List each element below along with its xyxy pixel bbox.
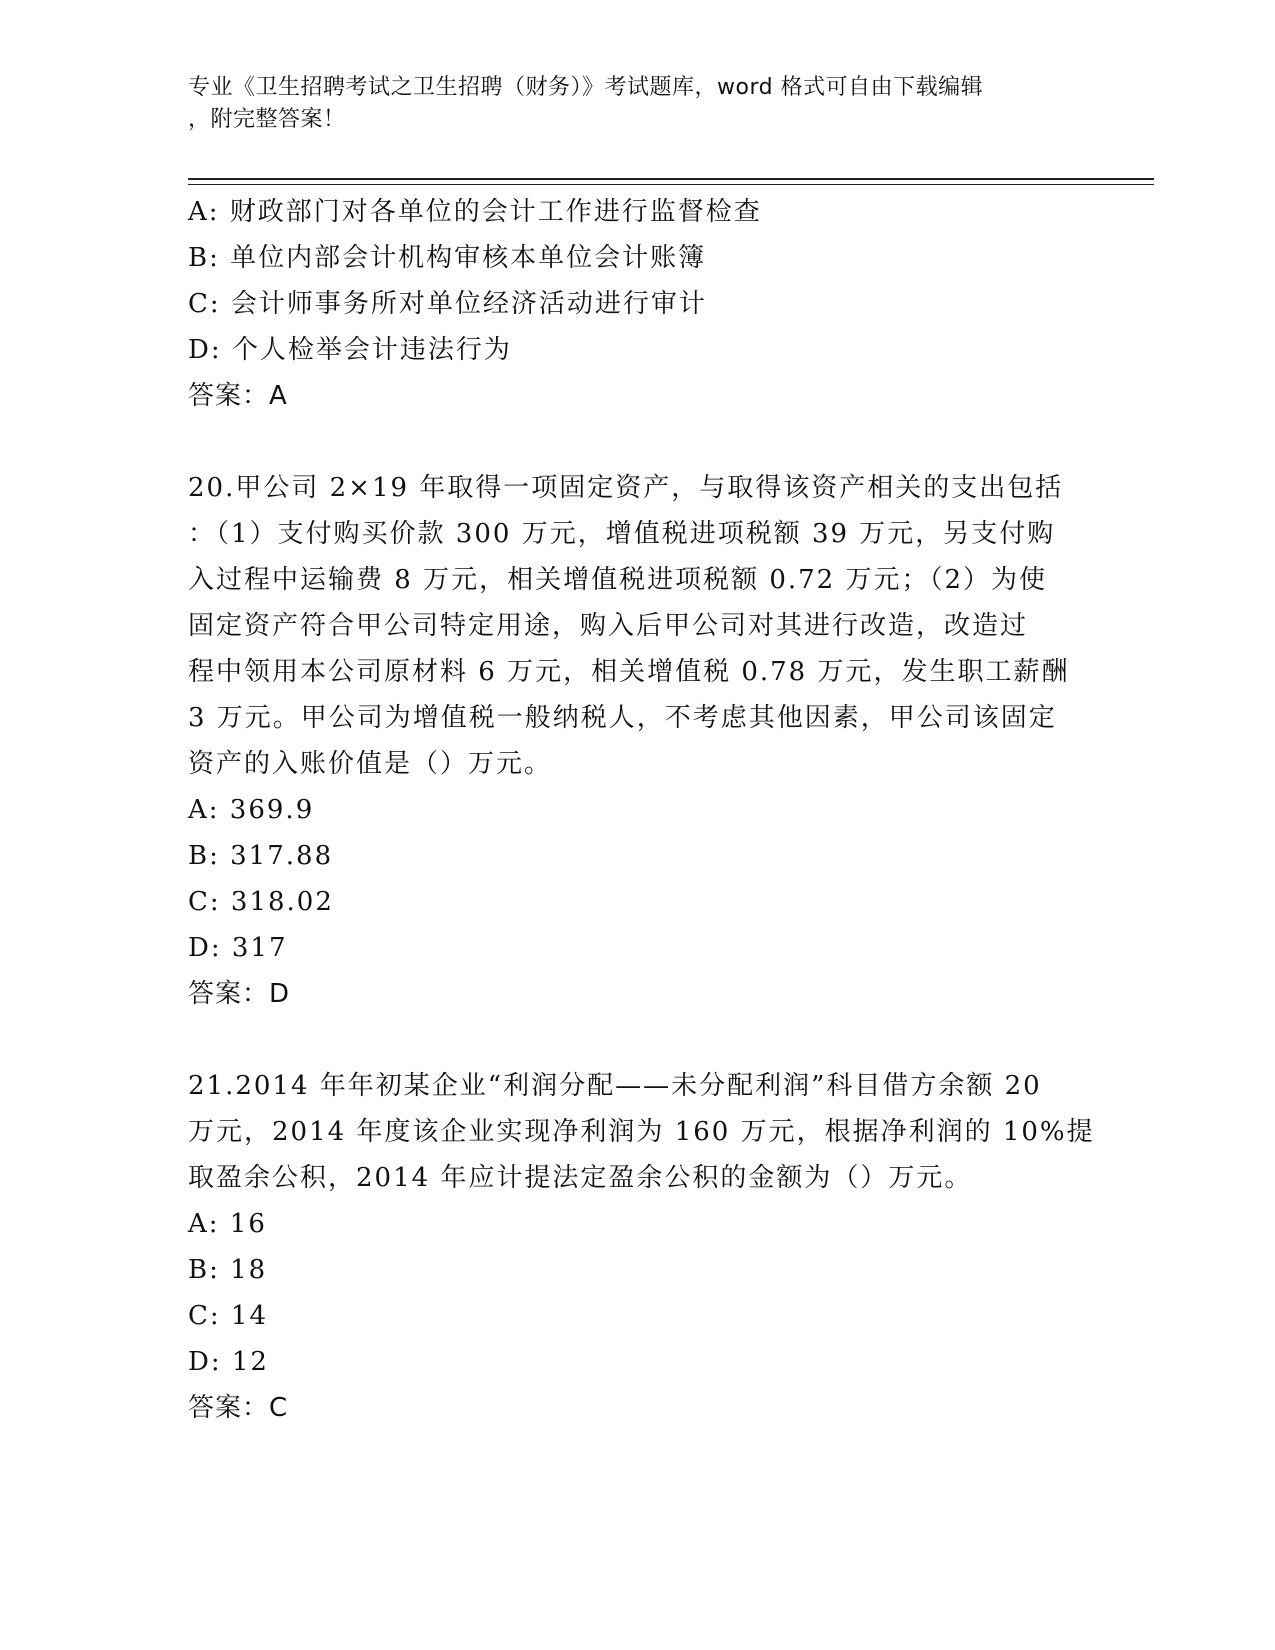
option-b: B: 317.88 <box>188 841 334 871</box>
option-a: A: 16 <box>188 1209 267 1239</box>
question-stem <box>188 465 1088 787</box>
question-stem-line: 20.甲公司 2×19 年取得一项固定资产，与取得该资产相关的支出包括 <box>188 473 1064 503</box>
question-21 <box>188 1063 1095 1431</box>
question-stem-line: ：（1）支付购买价款 300 万元，增值税进项税额 39 万元，另支付购 <box>188 519 1056 549</box>
option-d: D: 317 <box>188 933 288 963</box>
option-a: A: 369.9 <box>188 795 315 825</box>
option-b: B: 单位内部会计机构审核本单位会计账簿 <box>188 243 707 273</box>
option-b: B: 18 <box>188 1255 268 1285</box>
header-divider-thick <box>188 178 1154 180</box>
question-stem-line: 3 万元。甲公司为增值税一般纳税人，不考虑其他因素，甲公司该固定 <box>188 703 1057 733</box>
question-19-continued <box>188 189 1088 419</box>
answer-line: 答案：D <box>188 979 291 1009</box>
option-d: D: 个人检举会计违法行为 <box>188 335 512 365</box>
question-stem <box>188 1063 1095 1201</box>
question-stem-line: 万元，2014 年度该企业实现净利润为 160 万元，根据净利润的 10%提 <box>188 1117 1095 1147</box>
header-line-1: 专业《卫生招聘考试之卫生招聘（财务）》考试题库，word 格式可自由下载编辑 <box>188 75 984 100</box>
question-list <box>188 189 1095 1431</box>
answer-line: 答案：A <box>188 381 288 411</box>
option-a: A: 财政部门对各单位的会计工作进行监督检查 <box>188 197 762 227</box>
option-d: D: 12 <box>188 1347 269 1377</box>
option-c: C: 14 <box>188 1301 269 1331</box>
header-divider-thin <box>188 184 1154 185</box>
question-stem-line: 21.2014 年年初某企业“利润分配——未分配利润”科目借方余额 20 <box>188 1071 1042 1101</box>
option-c: C: 318.02 <box>188 887 334 917</box>
question-stem-line: 取盈余公积，2014 年应计提法定盈余公积的金额为（）万元。 <box>188 1163 973 1193</box>
answer-line: 答案：C <box>188 1393 289 1423</box>
option-c: C: 会计师事务所对单位经济活动进行审计 <box>188 289 707 319</box>
question-stem-line: 入过程中运输费 8 万元，相关增值税进项税额 0.72 万元；（2）为使 <box>188 565 1048 595</box>
question-stem-line: 资产的入账价值是（）万元。 <box>188 749 553 779</box>
header-line-2: ，附完整答案！ <box>188 107 346 132</box>
question-20 <box>188 465 1088 1017</box>
document-header <box>188 72 1068 136</box>
question-stem-line: 固定资产符合甲公司特定用途，购入后甲公司对其进行改造，改造过 <box>188 611 1029 641</box>
question-stem-line: 程中领用本公司原材料 6 万元，相关增值税 0.78 万元，发生职工薪酬 <box>188 657 1070 687</box>
